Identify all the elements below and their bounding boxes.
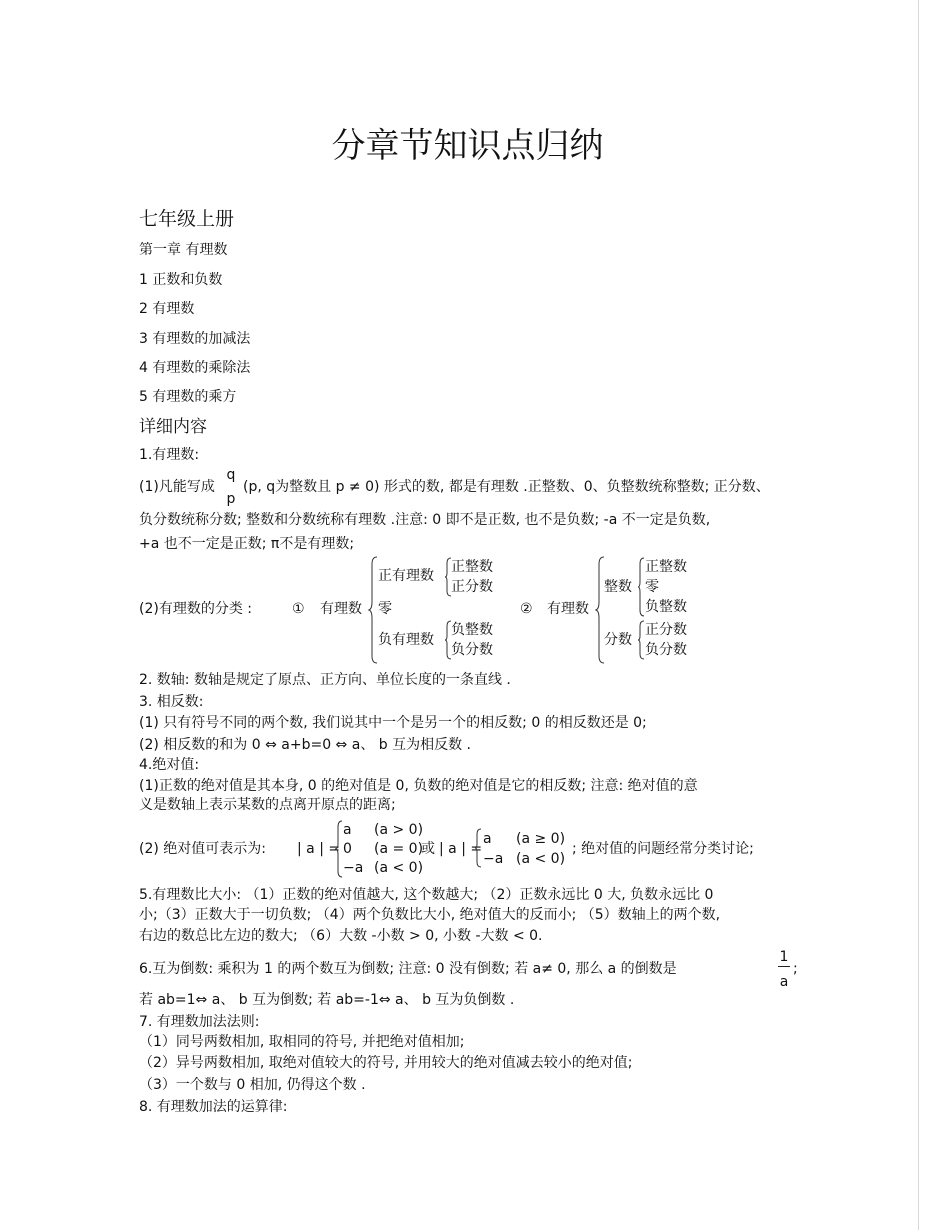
positive-fraction: 正分数 bbox=[451, 579, 493, 595]
p4-head: 4.绝对值: bbox=[139, 757, 200, 773]
brace-icon bbox=[474, 828, 482, 868]
negative-rational: 负有理数 bbox=[378, 632, 434, 648]
brace-icon bbox=[637, 620, 645, 660]
p6-semicolon: ; bbox=[793, 961, 798, 977]
classification-1-root: 有理数 bbox=[320, 601, 362, 617]
cond2-lt: (a < 0) bbox=[516, 851, 566, 867]
fraction-1-over-a bbox=[778, 948, 790, 991]
brace-icon bbox=[334, 820, 343, 878]
p1-line3: +a 也不一定是正数; π不是有理数; bbox=[139, 536, 355, 552]
classification-label: (2)有理数的分类 : bbox=[139, 601, 252, 617]
p4-tail: ; 绝对值的问题经常分类讨论; bbox=[572, 841, 754, 857]
cond2-ge: (a ≥ 0) bbox=[516, 831, 566, 847]
or-text: 或 bbox=[421, 841, 435, 857]
p1-head: 1.有理数: bbox=[139, 447, 200, 463]
p7-line1: （1）同号两数相加, 取相同的符号, 并把绝对值相加; bbox=[139, 1034, 465, 1050]
p3-head: 3. 相反数: bbox=[139, 694, 204, 710]
p1-line1-b: (p, q为整数且 p ≠ 0) 形式的数, 都是有理数 .正整数、0、负整数统称整数; 正分数、 bbox=[243, 479, 770, 495]
cond-lt: (a < 0) bbox=[374, 860, 424, 876]
fraction: 分数 bbox=[604, 632, 632, 648]
abs-right: | a | = bbox=[439, 841, 483, 857]
p7-head: 7. 有理数加法法则: bbox=[139, 1014, 260, 1030]
abs-left: | a | = bbox=[297, 841, 341, 857]
positive-rational: 正有理数 bbox=[378, 568, 434, 584]
frac-positive: 正分数 bbox=[645, 622, 687, 638]
p6-line2: 若 ab=1⇔ a、 b 互为倒数; 若 ab=-1⇔ a、 b 互为负倒数 . bbox=[139, 992, 515, 1008]
grade-heading: 七年级上册 bbox=[139, 208, 235, 230]
case-a: a bbox=[343, 822, 352, 838]
frac-negative: 负分数 bbox=[645, 642, 687, 658]
classification-2-mark: ② bbox=[520, 601, 533, 617]
p1-line1-a: (1)凡能写成 bbox=[139, 479, 215, 495]
p5-line1: 5.有理数比大小: （1）正数的绝对值越大, 这个数越大; （2）正数永远比 0 大, 负数永远比 0 bbox=[139, 887, 714, 903]
negative-integer: 负整数 bbox=[451, 622, 493, 638]
p8-line: 8. 有理数加法的运算律: bbox=[139, 1099, 288, 1115]
int-positive: 正整数 bbox=[645, 559, 687, 575]
integer: 整数 bbox=[604, 579, 632, 595]
p1-line2: 负分数统称分数; 整数和分数统称有理数 .注意: 0 即不是正数, 也不是负数; -a 不一定是负数, bbox=[139, 512, 711, 528]
case2-neg-a: −a bbox=[483, 851, 504, 867]
page-edge-line bbox=[918, 0, 919, 1230]
zero: 零 bbox=[378, 601, 392, 617]
brace-icon bbox=[637, 557, 645, 617]
case-neg-a: −a bbox=[343, 860, 364, 876]
fraction-denominator: p bbox=[226, 491, 236, 507]
p7-line2: （2）异号两数相加, 取绝对值较大的符号, 并用较大的绝对值减去较小的绝对值; bbox=[139, 1055, 633, 1071]
big-brace-icon bbox=[368, 556, 378, 664]
section-item: 2 有理数 bbox=[139, 301, 195, 317]
section-item: 4 有理数的乘除法 bbox=[139, 360, 251, 376]
section-item: 5 有理数的乘方 bbox=[139, 389, 237, 405]
p7-line3: （3）一个数与 0 相加, 仍得这个数 . bbox=[139, 1077, 366, 1093]
cond-eq: (a = 0) bbox=[374, 841, 424, 857]
positive-integer: 正整数 bbox=[451, 559, 493, 575]
p6-line1: 6.互为倒数: 乘积为 1 的两个数互为倒数; 注意: 0 没有倒数; 若 a≠ 0, 那么 a 的倒数是 bbox=[139, 961, 677, 977]
int-negative: 负整数 bbox=[645, 599, 687, 615]
p2-line: 2. 数轴: 数轴是规定了原点、正方向、单位长度的一条直线 . bbox=[139, 672, 511, 688]
chapter-heading: 第一章 有理数 bbox=[139, 242, 228, 258]
p3-line1: (1) 只有符号不同的两个数, 我们说其中一个是另一个的相反数; 0 的相反数还是 0; bbox=[139, 715, 647, 731]
fraction-numerator: 1 bbox=[779, 949, 789, 965]
fraction-denominator: a bbox=[779, 974, 789, 990]
fraction-q-over-p bbox=[224, 466, 238, 508]
section-item: 1 正数和负数 bbox=[139, 272, 223, 288]
int-zero: 零 bbox=[645, 579, 659, 595]
p4-line3-label: (2) 绝对值可表示为: bbox=[139, 841, 266, 857]
negative-fraction: 负分数 bbox=[451, 642, 493, 658]
cond-gt: (a > 0) bbox=[374, 822, 424, 838]
page-title: 分章节知识点归纳 bbox=[331, 126, 604, 166]
detail-heading: 详细内容 bbox=[139, 417, 207, 437]
p5-line2: 小;（3）正数大于一切负数; （4）两个负数比大小, 绝对值大的反而小; （5）数轴上的两个数, bbox=[139, 907, 721, 923]
classification-2-root: 有理数 bbox=[547, 601, 589, 617]
p4-line2: 义是数轴上表示某数的点离开原点的距离; bbox=[139, 797, 396, 813]
fraction-numerator: q bbox=[226, 467, 236, 483]
p4-line1: (1)正数的绝对值是其本身, 0 的绝对值是 0, 负数的绝对值是它的相反数; 注意: 绝对值的意 bbox=[139, 778, 698, 794]
p5-line3: 右边的数总比左边的数大; （6）大数 -小数 > 0, 小数 -大数 < 0. bbox=[139, 928, 543, 944]
case2-a: a bbox=[483, 831, 492, 847]
case-zero: 0 bbox=[343, 841, 352, 857]
classification-1-mark: ① bbox=[292, 601, 305, 617]
section-item: 3 有理数的加减法 bbox=[139, 331, 251, 347]
p3-line2: (2) 相反数的和为 0 ⇔ a+b=0 ⇔ a、 b 互为相反数 . bbox=[139, 737, 472, 753]
